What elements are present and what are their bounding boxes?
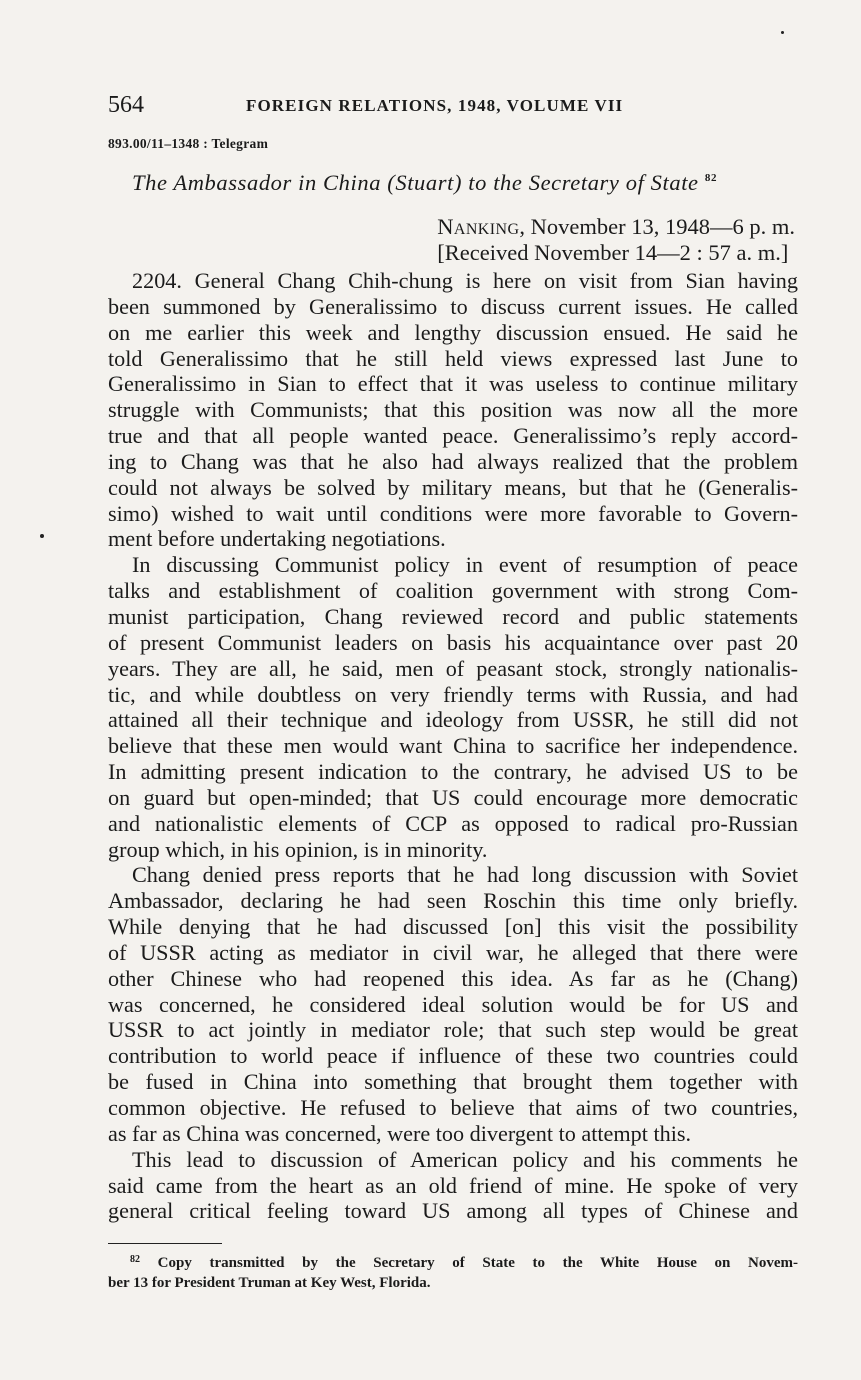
body-line: contribution to world peace if influence of these two countries could [108,1043,798,1069]
body-line: been summoned by Generalissimo to discuss current issues. He called [108,293,798,319]
body-line: In discussing Communist policy in event of resumption of peace [132,552,798,578]
margin-speck [781,31,784,34]
dateline [437,214,795,266]
body-line: USSR to act jointly in mediator role; that such step would be great [108,1017,798,1043]
running-title: FOREIGN RELATIONS, 1948, VOLUME VII [246,96,624,115]
page-number: 564 [108,92,144,118]
body-line: ment before undertaking negotiations. [108,526,446,552]
dateline-sent [437,214,795,240]
body-line: said came from the heart as an old friend of mine. He spoke of very [108,1172,798,1198]
body-line: simo) wished to wait until conditions were more favorable to Govern- [108,500,798,526]
margin-speck [40,534,44,538]
footnote-marker: 82 [130,1254,140,1265]
body-line: tic, and while doubtless on very friendly terms with Russia, and had [108,681,798,707]
dateline-received: [Received November 14—2 : 57 a. m.] [437,240,789,265]
body-line: Generalissimo in Sian to effect that it was useless to continue military [108,371,798,397]
body-line: other Chinese who had reopened this idea. As far as he (Chang) [108,965,798,991]
body-line: years. They are all, he said, men of peasant stock, strongly nationalis- [108,655,798,681]
body-line: While denying that he had discussed [on] this visit the possibility [108,914,798,940]
running-head [108,90,798,120]
body-line: on me earlier this week and lengthy discussion ensued. He said he [108,319,798,345]
body-line: ing to Chang was that he also had always realized that the problem [108,448,798,474]
body-line: group which, in his opinion, is in minority. [108,836,488,862]
body-line: struggle with Communists; that this position was now all the more [108,397,798,423]
body-line: of present Communist leaders on basis his acquaintance over past 20 [108,629,798,655]
body-line: general critical feeling toward US among all types of Chinese and [108,1198,798,1224]
body-line: Chang denied press reports that he had long discussion with Soviet [132,862,798,888]
body-line: could not always be solved by military means, but that he (Generalis- [108,474,798,500]
body-line: 2204. General Chang Chih-chung is here on visit from Sian having [132,268,798,293]
body-line: on guard but open-minded; that US could encourage more democratic [108,784,798,810]
footnote [108,1250,798,1293]
body-line: common objective. He refused to believe that aims of two countries, [108,1095,798,1120]
body-line: and nationalistic elements of CCP as opposed to radical pro-Russian [108,810,798,836]
footnote-line [108,1250,798,1273]
footnote-divider [108,1243,222,1244]
body-line: Ambassador, declaring he had seen Roschin this time only briefly. [108,888,798,914]
dateline-place: Nanking [437,214,520,239]
dateline-date-time: , November 13, 1948—6 p. m. [519,214,795,239]
footnote-line: ber 13 for President Truman at Key West, Florida. [108,1275,431,1291]
body-line: told Generalissimo that he still held views expressed last June to [108,345,798,371]
title-footnote-marker: 82 [704,172,718,184]
document-title [132,163,717,198]
document-title-text: The Ambassador in China (Stuart) to the Secretary of State [132,170,699,195]
body-line: was concerned, he considered ideal solution would be for US and [108,991,798,1017]
body-line: be fused in China into something that brought them together with [108,1069,798,1095]
body-line: In admitting present indication to the contrary, he advised US to be [108,759,798,785]
body-line: believe that these men would want China to sacrifice her independence. [108,733,798,759]
file-reference: 893.00/11–1348 : Telegram [108,136,269,151]
footnote-line-text: Copy transmitted by the Secretary of State to the White House on Novem- [157,1255,798,1271]
body-line: of USSR acting as mediator in civil war, he alleged that there were [108,939,798,965]
body-line: munist participation, Chang reviewed record and public statements [108,603,798,629]
body-line: This lead to discussion of American policy and his comments he [132,1146,798,1172]
body-line: true and that all people wanted peace. Generalissimo’s reply accord- [108,423,798,449]
body-line: talks and establishment of coalition government with strong Com- [108,578,798,604]
body-line: attained all their technique and ideology from USSR, he still did not [108,707,798,733]
telegram-body [108,268,798,1224]
body-line: as far as China was concerned, were too divergent to attempt this. [108,1120,692,1146]
